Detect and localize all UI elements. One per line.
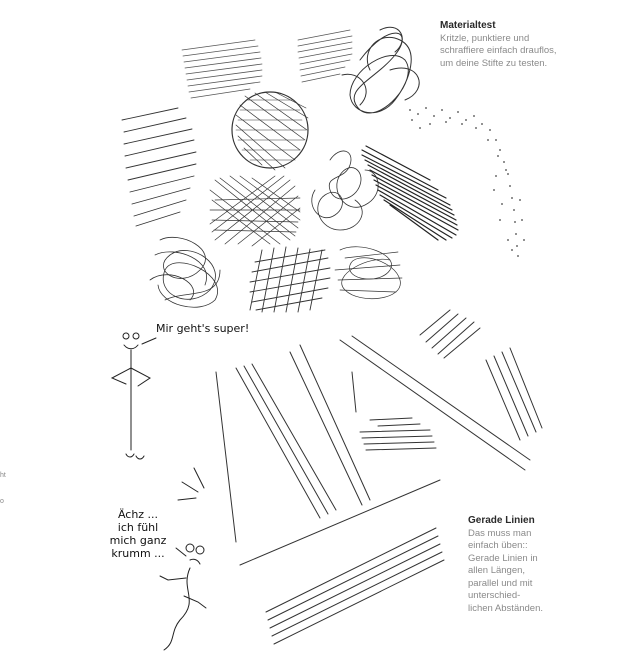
material-test-line: Kritzle, punktiere und [440,32,530,44]
stipple-band [409,107,525,257]
edge-fragment: o [0,498,4,505]
material-test-title: Materialtest [440,20,496,31]
happy-stick-figure [112,333,156,459]
edge-fragment: ht [0,472,6,479]
scribble-loops-bottom-left [150,237,220,307]
straight-lines-title: Gerade Linien [468,515,535,526]
material-test-caption [440,20,610,70]
material-test-line: um deine Stifte zu testen. [440,57,548,69]
speech-tired-line: Ächz ... [117,508,159,521]
straight-lines-line: einfach üben:: [468,540,528,551]
straight-lines-line: Das muss man [468,527,532,539]
straight-lines-line: parallel und mit [468,577,533,589]
straight-lines-line: unterschied- [468,590,521,601]
speech-tired-line: ich fühl [117,521,159,534]
crosshatch-grid [250,247,330,312]
material-test-line: schraffiere einfach drauflos, [440,45,557,56]
straight-lines-caption [468,515,608,615]
speech-tired-line: krumm ... [111,547,165,560]
shaded-sphere [232,92,308,170]
speech-tired-line: mich ganz [109,534,167,547]
scribble-top-right [342,27,419,113]
squiggle-center [312,151,378,230]
straight-lines-line: Gerade Linien in [468,552,538,564]
straight-lines-line: allen Längen, [468,565,526,576]
hatch-patch-top-left [182,40,262,98]
scribble-right-of-grid [335,247,402,299]
hatch-patch-left [122,108,196,226]
speech-tired [100,508,176,560]
straight-lines-line: lichen Abständen. [468,602,544,614]
speech-happy: Mir geht's super! [156,322,250,335]
scribble-hatch-middle [210,176,300,246]
